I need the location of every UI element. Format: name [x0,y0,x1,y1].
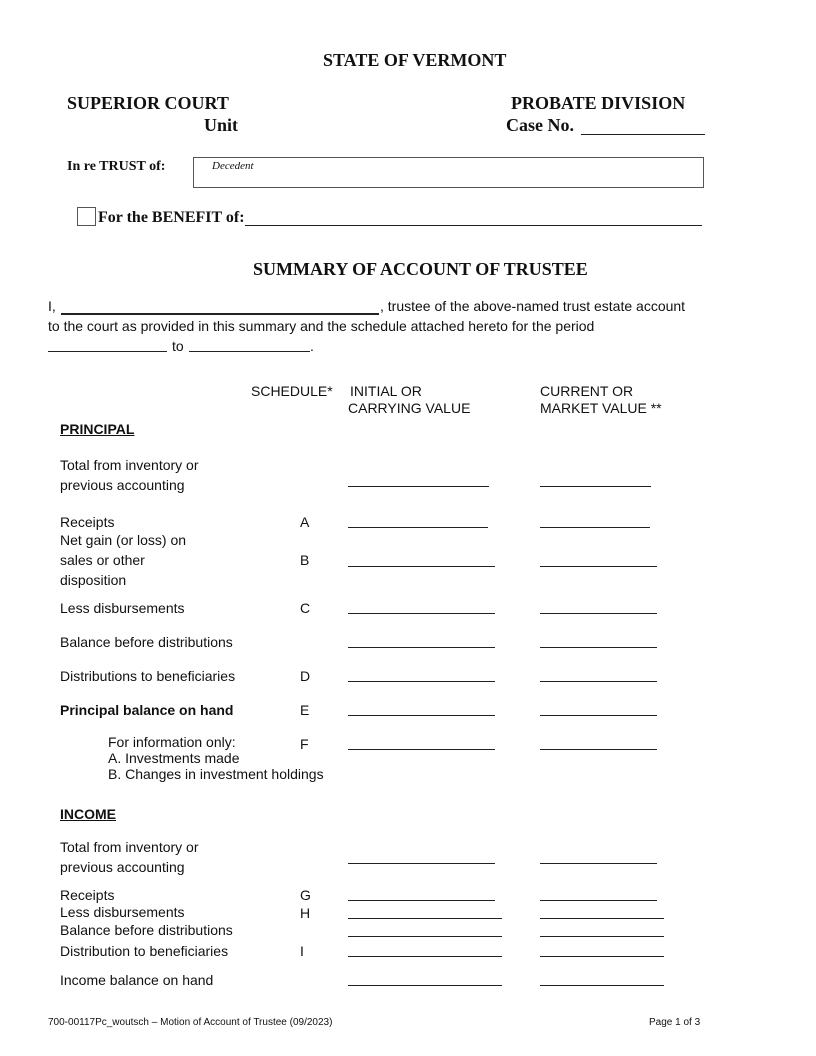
row-label [60,632,233,652]
schedule-letter: H [300,905,311,921]
current-value-field[interactable] [540,918,664,919]
row-label [60,921,233,939]
schedule-letter: D [300,668,311,684]
current-value-field[interactable] [540,486,651,487]
row-label-line: Principal balance on hand [60,702,234,718]
current-value-field[interactable] [540,681,657,682]
row-label [60,700,233,720]
state-title: STATE OF VERMONT [323,50,507,70]
row-label-line: Balance before distributions [60,922,233,938]
row-label [60,666,235,686]
col-initial-2: CARRYING VALUE [348,400,471,416]
row-label [60,598,185,618]
initial-value-field[interactable] [348,936,502,937]
row-label [108,734,324,782]
current-value-field[interactable] [540,900,657,901]
case-no-label: Case No. [506,115,574,135]
period-end-field[interactable] [189,351,310,352]
row-label [60,455,199,495]
initial-value-field[interactable] [348,613,495,614]
initial-value-field[interactable] [348,486,489,487]
schedule-letter: B [300,552,310,568]
initial-value-field[interactable] [348,918,502,919]
current-value-field[interactable] [540,956,664,957]
row-label [60,903,185,921]
initial-value-field[interactable] [348,647,495,648]
schedule-letter: G [300,887,311,903]
initial-value-field[interactable] [348,715,495,716]
row-label-line: disposition [60,572,127,588]
current-value-field[interactable] [540,613,657,614]
row-label-line: Less disbursements [60,600,185,616]
benefit-checkbox[interactable] [77,207,96,226]
footer-form-id: 700-00117Pc_woutsch – Motion of Account of Trustee (09/2023) [48,1017,333,1028]
schedule-letter: F [300,736,309,752]
row-label-line: Receipts [60,514,115,530]
initial-value-field[interactable] [348,985,502,986]
row-label-line: Receipts [60,887,115,903]
unit-label: Unit [204,115,239,135]
current-value-field[interactable] [540,647,657,648]
row-label-line: Income balance on hand [60,972,214,988]
schedule-letter: E [300,702,310,718]
row-label-line: Total from inventory or [60,457,199,473]
footer-page-number: Page 1 of 3 [649,1017,701,1028]
row-label-line: Balance before distributions [60,634,233,650]
current-value-field[interactable] [540,749,657,750]
initial-value-field[interactable] [348,527,488,528]
initial-value-field[interactable] [348,566,495,567]
intro-period: . [310,338,314,354]
row-label-line: Net gain (or loss) on [60,532,187,548]
row-label-line: For information only: [108,734,236,750]
row-label-line: Less disbursements [60,904,185,920]
benefit-label: For the BENEFIT of: [98,209,245,226]
summary-title: SUMMARY OF ACCOUNT OF TRUSTEE [253,259,588,279]
schedule-letter: A [300,514,310,530]
division-name: PROBATE DIVISION [511,93,686,113]
row-label [60,885,114,905]
row-label-line: previous accounting [60,477,185,493]
intro-to: to [172,338,184,354]
current-value-field[interactable] [540,527,650,528]
row-label-line: previous accounting [60,859,185,875]
current-value-field[interactable] [540,936,664,937]
col-schedule: SCHEDULE* [251,383,333,399]
current-value-field[interactable] [540,985,664,986]
principal-heading: PRINCIPAL [60,421,135,437]
benefit-field[interactable] [245,225,702,226]
court-name: SUPERIOR COURT [67,93,229,113]
col-current-1: CURRENT OR [540,383,634,399]
case-no-field[interactable] [581,134,705,135]
initial-value-field[interactable] [348,749,495,750]
intro-prefix: I, [48,298,56,314]
decedent-hint: Decedent [212,160,254,172]
row-label-line: sales or other [60,552,145,568]
initial-value-field[interactable] [348,863,495,864]
row-label-line: A. Investments made [108,750,240,766]
row-label [60,530,186,590]
period-start-field[interactable] [48,351,167,352]
current-value-field[interactable] [540,566,657,567]
decedent-input[interactable] [193,157,704,188]
current-value-field[interactable] [540,715,657,716]
initial-value-field[interactable] [348,956,502,957]
current-value-field[interactable] [540,863,657,864]
schedule-letter: I [300,943,304,959]
row-label-line: Distributions to beneficiaries [60,668,236,684]
trustee-name-field[interactable] [61,313,379,315]
initial-value-field[interactable] [348,900,495,901]
trust-label: In re TRUST of: [67,159,166,174]
row-label [60,941,228,961]
initial-value-field[interactable] [348,681,495,682]
income-heading: INCOME [60,806,116,822]
row-label [60,837,199,877]
row-label-line: Distribution to beneficiaries [60,943,229,959]
row-label [60,970,213,990]
row-label [60,512,114,532]
row-label-line: B. Changes in investment holdings [108,766,324,782]
schedule-letter: C [300,600,311,616]
col-current-2: MARKET VALUE ** [540,400,662,416]
intro-line1: , trustee of the above-named trust estate account [380,298,686,314]
row-label-line: Total from inventory or [60,839,199,855]
col-initial-1: INITIAL OR [350,383,422,399]
intro-line2: to the court as provided in this summary and the schedule attached hereto for the period [48,318,595,334]
